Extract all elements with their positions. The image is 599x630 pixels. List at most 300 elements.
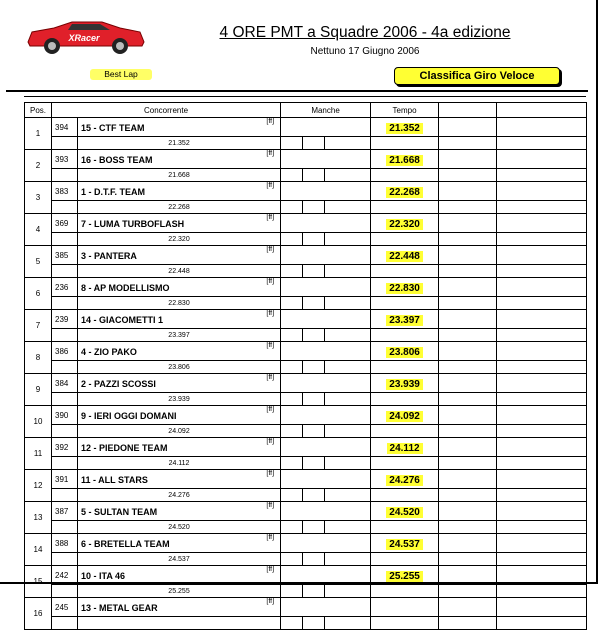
manche-cell: [281, 502, 371, 521]
lap-time: 24.112: [387, 443, 423, 454]
tempo-cell: [371, 406, 439, 425]
car-number: 245: [52, 598, 78, 617]
sub-cell: [303, 553, 325, 566]
sub-cell: [52, 617, 78, 630]
sub-cell: [303, 425, 325, 438]
sub-time: 22.448: [78, 265, 281, 278]
lap-time: 24.276: [386, 475, 423, 486]
sub-time: 25.255: [78, 585, 281, 598]
manche-cell: [281, 470, 371, 489]
table-row: [25, 566, 587, 585]
position: 10: [25, 406, 52, 438]
table-subrow: [25, 297, 587, 310]
table-subrow: [25, 265, 587, 278]
team-name: 5 - SULTAN TEAM: [81, 507, 158, 517]
position: 1: [25, 118, 52, 150]
sub-cell: [325, 297, 371, 310]
sub-cell: [439, 233, 497, 246]
team-cell: [78, 406, 281, 425]
extra-cell: [497, 214, 587, 233]
extra-cell: [439, 310, 497, 329]
table-subrow: [25, 169, 587, 182]
extra-cell: [497, 598, 587, 617]
lap-time: 23.397: [386, 315, 423, 326]
car-number: 393: [52, 150, 78, 169]
car-number: 388: [52, 534, 78, 553]
manche-cell: [281, 566, 371, 585]
sub-cell: [52, 425, 78, 438]
sub-cell: [439, 617, 497, 630]
table-row: [25, 598, 587, 617]
sub-cell: [281, 297, 303, 310]
flag-icon: [ff]: [266, 502, 275, 509]
sub-cell: [325, 457, 371, 470]
sub-cell: [497, 137, 587, 150]
table-row: [25, 214, 587, 233]
table-row: [25, 118, 587, 137]
extra-cell: [439, 246, 497, 265]
logo-text: XRacer: [68, 33, 100, 43]
sub-cell: [497, 393, 587, 406]
team-cell: [78, 118, 281, 137]
table-subrow: [25, 553, 587, 566]
sub-cell: [325, 233, 371, 246]
sub-cell: [371, 585, 439, 598]
position: 15: [25, 566, 52, 598]
team-cell: [78, 438, 281, 457]
sub-cell: [497, 553, 587, 566]
table-row: [25, 246, 587, 265]
sub-cell: [303, 137, 325, 150]
manche-cell: [281, 118, 371, 137]
team-cell: [78, 182, 281, 201]
manche-cell: [281, 406, 371, 425]
tempo-cell: [371, 342, 439, 361]
table-subrow: [25, 425, 587, 438]
classification-button[interactable]: Classifica Giro Veloce: [394, 67, 560, 85]
car-number: 242: [52, 566, 78, 585]
car-number: 392: [52, 438, 78, 457]
lap-time: 22.320: [386, 219, 423, 230]
manche-cell: [281, 534, 371, 553]
sub-time: 22.320: [78, 233, 281, 246]
manche-cell: [281, 374, 371, 393]
table-row: [25, 342, 587, 361]
team-name: 15 - CTF TEAM: [81, 123, 145, 133]
sub-cell: [281, 553, 303, 566]
manche-cell: [281, 214, 371, 233]
extra-cell: [439, 438, 497, 457]
extra-cell: [497, 182, 587, 201]
car-number: 391: [52, 470, 78, 489]
extra-cell: [439, 278, 497, 297]
sub-cell: [52, 393, 78, 406]
sub-cell: [497, 457, 587, 470]
position: 6: [25, 278, 52, 310]
table-row: [25, 278, 587, 297]
lap-time: 24.520: [386, 507, 423, 518]
sub-cell: [439, 297, 497, 310]
sub-cell: [371, 297, 439, 310]
sub-cell: [325, 361, 371, 374]
team-cell: [78, 374, 281, 393]
lap-time: 24.092: [386, 411, 423, 422]
extra-cell: [497, 566, 587, 585]
car-number: 390: [52, 406, 78, 425]
sub-cell: [439, 169, 497, 182]
extra-cell: [497, 246, 587, 265]
team-cell: [78, 214, 281, 233]
sub-cell: [371, 201, 439, 214]
sub-time: 24.276: [78, 489, 281, 502]
sub-cell: [281, 329, 303, 342]
page-title: 4 ORE PMT a Squadre 2006 - 4a edizione: [219, 24, 511, 41]
sub-time: 22.830: [78, 297, 281, 310]
sub-cell: [52, 521, 78, 534]
sub-cell: [281, 393, 303, 406]
team-name: 6 - BRETELLA TEAM: [81, 539, 170, 549]
tempo-cell: [371, 278, 439, 297]
lap-time: 21.352: [386, 123, 423, 134]
sub-time: 23.397: [78, 329, 281, 342]
sub-cell: [439, 361, 497, 374]
sub-cell: [281, 137, 303, 150]
sub-cell: [325, 137, 371, 150]
sub-cell: [497, 489, 587, 502]
flag-icon: [ff]: [266, 150, 275, 157]
table-row: [25, 310, 587, 329]
flag-icon: [ff]: [266, 118, 275, 125]
lap-time: 23.939: [386, 379, 423, 390]
table-subrow: [25, 201, 587, 214]
sub-cell: [325, 553, 371, 566]
results-table: [24, 102, 587, 630]
sub-cell: [325, 265, 371, 278]
col-tempo: Tempo: [371, 103, 439, 118]
table-row: [25, 438, 587, 457]
sub-cell: [281, 425, 303, 438]
sub-cell: [497, 617, 587, 630]
team-name: 14 - GIACOMETTI 1: [81, 315, 164, 325]
sub-cell: [303, 233, 325, 246]
car-number: 239: [52, 310, 78, 329]
sub-cell: [371, 617, 439, 630]
sub-cell: [439, 201, 497, 214]
col-empty: [497, 103, 587, 118]
extra-cell: [497, 470, 587, 489]
sub-cell: [303, 297, 325, 310]
table-row: [25, 534, 587, 553]
race-car-logo: [24, 14, 146, 56]
lap-time: 24.537: [386, 539, 423, 550]
sub-cell: [52, 265, 78, 278]
team-name: 3 - PANTERA: [81, 251, 137, 261]
manche-cell: [281, 150, 371, 169]
table-row: [25, 406, 587, 425]
team-name: 16 - BOSS TEAM: [81, 155, 153, 165]
sub-cell: [497, 361, 587, 374]
sub-cell: [371, 169, 439, 182]
lap-time: 22.830: [386, 283, 423, 294]
table-subrow: [25, 457, 587, 470]
col-manche: Manche: [281, 103, 371, 118]
best-lap-badge: Best Lap: [90, 69, 152, 80]
team-name: 9 - IERI OGGI DOMANI: [81, 411, 177, 421]
sub-cell: [325, 201, 371, 214]
position: 5: [25, 246, 52, 278]
sub-cell: [52, 457, 78, 470]
sub-cell: [303, 521, 325, 534]
sub-time: 24.112: [78, 457, 281, 470]
sub-cell: [52, 297, 78, 310]
extra-cell: [439, 374, 497, 393]
team-cell: [78, 598, 281, 617]
sub-cell: [303, 393, 325, 406]
sub-cell: [371, 521, 439, 534]
tempo-cell: [371, 502, 439, 521]
tempo-cell: [371, 182, 439, 201]
sub-cell: [325, 169, 371, 182]
lap-time: 22.448: [386, 251, 423, 262]
extra-cell: [497, 534, 587, 553]
sub-cell: [52, 137, 78, 150]
team-cell: [78, 342, 281, 361]
tempo-cell: [371, 246, 439, 265]
sub-time: 24.537: [78, 553, 281, 566]
flag-icon: [ff]: [266, 470, 275, 477]
col-pos: Pos.: [25, 103, 52, 118]
tempo-cell: [371, 534, 439, 553]
extra-cell: [439, 598, 497, 617]
sub-cell: [52, 169, 78, 182]
sub-cell: [439, 553, 497, 566]
team-cell: [78, 566, 281, 585]
team-name: 4 - ZIO PAKO: [81, 347, 137, 357]
position: 8: [25, 342, 52, 374]
sub-cell: [371, 329, 439, 342]
team-name: 8 - AP MODELLISMO: [81, 283, 170, 293]
sub-cell: [52, 585, 78, 598]
flag-icon: [ff]: [266, 278, 275, 285]
flag-icon: [ff]: [266, 246, 275, 253]
sub-cell: [303, 169, 325, 182]
sub-cell: [371, 137, 439, 150]
sub-cell: [325, 489, 371, 502]
sub-cell: [303, 361, 325, 374]
sub-cell: [439, 457, 497, 470]
position: 11: [25, 438, 52, 470]
manche-cell: [281, 342, 371, 361]
team-cell: [78, 246, 281, 265]
sub-cell: [52, 553, 78, 566]
table-row: [25, 182, 587, 201]
table-subrow: [25, 329, 587, 342]
position: 9: [25, 374, 52, 406]
table-header: [25, 103, 587, 118]
table-subrow: [25, 585, 587, 598]
event-date: Nettuno 17 Giugno 2006: [310, 46, 420, 57]
sub-cell: [371, 553, 439, 566]
table-row: [25, 374, 587, 393]
team-cell: [78, 278, 281, 297]
tempo-cell: [371, 118, 439, 137]
divider: [24, 96, 586, 97]
team-name: 7 - LUMA TURBOFLASH: [81, 219, 185, 229]
sub-cell: [303, 585, 325, 598]
team-name: 13 - METAL GEAR: [81, 603, 158, 613]
extra-cell: [497, 406, 587, 425]
car-number: 385: [52, 246, 78, 265]
sub-cell: [439, 425, 497, 438]
table-row: [25, 470, 587, 489]
flag-icon: [ff]: [266, 406, 275, 413]
sub-cell: [371, 425, 439, 438]
extra-cell: [497, 374, 587, 393]
sub-cell: [281, 201, 303, 214]
sub-cell: [439, 489, 497, 502]
col-concorrente: Concorrente: [52, 103, 281, 118]
sub-cell: [52, 361, 78, 374]
team-cell: [78, 150, 281, 169]
tempo-cell: [371, 438, 439, 457]
extra-cell: [497, 438, 587, 457]
sub-cell: [497, 233, 587, 246]
sub-cell: [497, 297, 587, 310]
lap-time: 22.268: [386, 187, 423, 198]
tempo-cell: [371, 150, 439, 169]
position: 2: [25, 150, 52, 182]
sub-cell: [303, 265, 325, 278]
team-cell: [78, 310, 281, 329]
tempo-cell: [371, 470, 439, 489]
extra-cell: [439, 502, 497, 521]
manche-cell: [281, 598, 371, 617]
lap-time: 25.255: [386, 571, 423, 582]
sub-time: 21.668: [78, 169, 281, 182]
manche-cell: [281, 182, 371, 201]
sub-cell: [303, 201, 325, 214]
table-subrow: [25, 489, 587, 502]
flag-icon: [ff]: [266, 214, 275, 221]
sub-time: [78, 617, 281, 630]
extra-cell: [439, 406, 497, 425]
extra-cell: [439, 342, 497, 361]
flag-icon: [ff]: [266, 182, 275, 189]
sub-cell: [303, 617, 325, 630]
flag-icon: [ff]: [266, 374, 275, 381]
extra-cell: [497, 502, 587, 521]
sub-cell: [371, 489, 439, 502]
sub-cell: [52, 489, 78, 502]
extra-cell: [497, 278, 587, 297]
team-name: 12 - PIEDONE TEAM: [81, 443, 168, 453]
sub-cell: [281, 265, 303, 278]
sub-cell: [439, 585, 497, 598]
sub-cell: [303, 457, 325, 470]
sub-cell: [281, 233, 303, 246]
sub-cell: [325, 425, 371, 438]
sub-time: 23.806: [78, 361, 281, 374]
lap-time: 21.668: [386, 155, 423, 166]
team-cell: [78, 470, 281, 489]
sub-time: 24.092: [78, 425, 281, 438]
tempo-cell: [371, 214, 439, 233]
position: 12: [25, 470, 52, 502]
sub-cell: [281, 457, 303, 470]
manche-cell: [281, 246, 371, 265]
sub-cell: [439, 137, 497, 150]
table-row: [25, 150, 587, 169]
sub-cell: [371, 265, 439, 278]
sub-cell: [439, 393, 497, 406]
team-name: 10 - ITA 46: [81, 571, 126, 581]
col-empty: [439, 103, 497, 118]
table-subrow: [25, 393, 587, 406]
position: 16: [25, 598, 52, 630]
position: 7: [25, 310, 52, 342]
table-subrow: [25, 233, 587, 246]
sub-cell: [281, 169, 303, 182]
sub-cell: [497, 329, 587, 342]
extra-cell: [439, 534, 497, 553]
flag-icon: [ff]: [266, 310, 275, 317]
sub-cell: [281, 617, 303, 630]
sub-cell: [497, 521, 587, 534]
sub-cell: [497, 265, 587, 278]
sub-cell: [325, 585, 371, 598]
team-name: 11 - ALL STARS: [81, 475, 148, 485]
sub-cell: [497, 585, 587, 598]
team-name: 2 - PAZZI SCOSSI: [81, 379, 156, 389]
sub-cell: [52, 233, 78, 246]
sub-cell: [325, 617, 371, 630]
team-name: 1 - D.T.F. TEAM: [81, 187, 146, 197]
sub-cell: [439, 521, 497, 534]
sub-time: 23.939: [78, 393, 281, 406]
car-number: 394: [52, 118, 78, 137]
extra-cell: [497, 342, 587, 361]
flag-icon: [ff]: [266, 566, 275, 573]
tempo-cell: [371, 598, 439, 617]
car-number: 369: [52, 214, 78, 233]
position: 4: [25, 214, 52, 246]
manche-cell: [281, 310, 371, 329]
sub-cell: [497, 201, 587, 214]
sub-cell: [303, 329, 325, 342]
sub-cell: [52, 329, 78, 342]
extra-cell: [439, 118, 497, 137]
extra-cell: [497, 310, 587, 329]
sub-cell: [371, 393, 439, 406]
sub-cell: [371, 457, 439, 470]
position: 3: [25, 182, 52, 214]
car-number: 383: [52, 182, 78, 201]
flag-icon: [ff]: [266, 534, 275, 541]
sub-time: 24.520: [78, 521, 281, 534]
table-subrow: [25, 521, 587, 534]
extra-cell: [439, 566, 497, 585]
sub-cell: [52, 201, 78, 214]
sub-cell: [371, 233, 439, 246]
team-cell: [78, 534, 281, 553]
lap-time: 23.806: [386, 347, 423, 358]
tempo-cell: [371, 374, 439, 393]
manche-cell: [281, 438, 371, 457]
sub-cell: [497, 425, 587, 438]
team-cell: [78, 502, 281, 521]
tempo-cell: [371, 566, 439, 585]
extra-cell: [439, 182, 497, 201]
